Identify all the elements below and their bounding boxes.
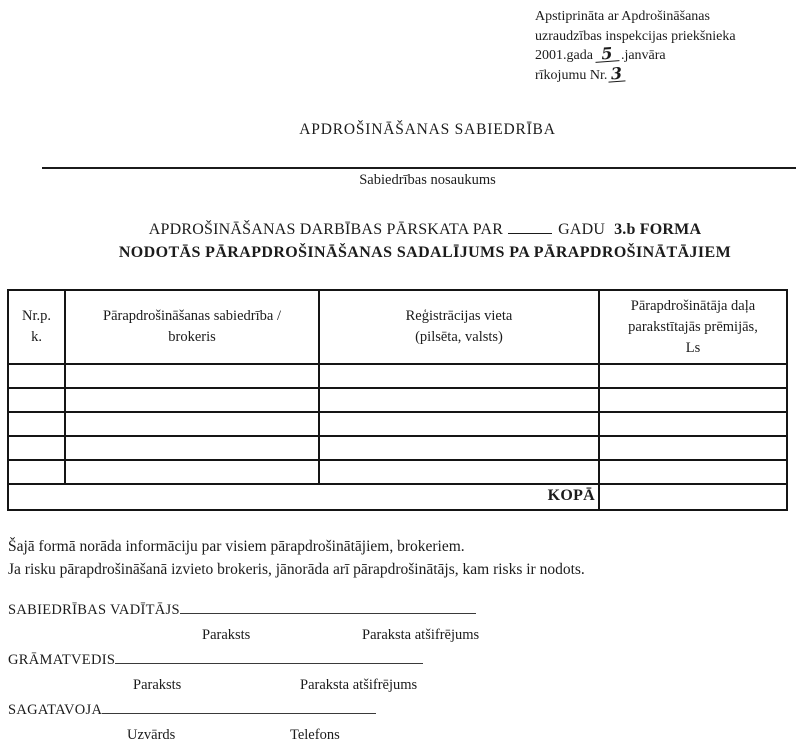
form-number-label: 3.b FORMA	[614, 221, 702, 238]
table-cell	[319, 460, 599, 484]
table-row	[8, 412, 787, 436]
form-heading-line2: NODOTĀS PĀRAPDROŠINĀŠANAS SADALĪJUMS PA PĀRAPDROŠINĀTĀJIEM	[118, 244, 732, 261]
col-header-number-line: Nr.p.	[22, 308, 51, 324]
table-cell	[319, 364, 599, 388]
signature-role-preparer: SAGATAVOJA	[8, 702, 103, 718]
table-row	[8, 436, 787, 460]
signature-role-accountant: GRĀMATVEDIS	[8, 652, 116, 668]
col-header-premium-line: Pārapdrošinātāja daļa	[630, 297, 756, 314]
note-line-2: Ja risku pārapdrošināšanā izvieto brokeris, jānorāda arī pārapdrošinātājs, kam risks ir nodots.	[8, 561, 585, 578]
table-cell	[599, 388, 787, 412]
heading-report-text: APDROŠINĀŠANAS DARBĪBAS PĀRSKATA PAR	[148, 221, 504, 238]
table-cell	[65, 460, 319, 484]
table-cell	[319, 412, 599, 436]
approval-date-suffix: .janvāra	[620, 48, 666, 63]
table-cell	[8, 436, 65, 460]
table-cell	[599, 412, 787, 436]
note-line-1: Šajā formā norāda informāciju par visiem pārapdrošinātājiem, brokeriem.	[8, 538, 465, 555]
table-header-row	[8, 290, 787, 364]
form-heading-line1	[25, 218, 800, 241]
col-header-registration-line: (pilsēta, valsts)	[415, 329, 503, 345]
col-header-premium-line: parakstītajās prēmijās,	[628, 318, 758, 335]
table-cell	[8, 412, 65, 436]
table-cell	[319, 436, 599, 460]
signature-label-uzvards: Uzvārds	[127, 727, 176, 743]
col-header-number	[8, 290, 65, 364]
table-cell	[65, 412, 319, 436]
company-name-blank-line	[42, 167, 796, 169]
signature-label-atsifrejums: Paraksta atšifrējums	[300, 677, 418, 693]
table-cell	[65, 364, 319, 388]
table-cell	[65, 388, 319, 412]
table-row	[8, 364, 787, 388]
handwritten-order-number: 3	[608, 66, 626, 82]
table-cell	[8, 364, 65, 388]
approval-line-2: uzraudzības inspekcijas priekšnieka	[535, 28, 736, 44]
table-cell	[599, 436, 787, 460]
signature-label-paraksts: Paraksts	[133, 677, 182, 693]
col-header-premium-share	[599, 290, 787, 364]
col-header-company-line: Pārapdrošināšanas sabiedrība /	[103, 308, 281, 324]
table-cell	[8, 388, 65, 412]
company-title: APDROŠINĀŠANAS SABIEDRĪBA	[299, 121, 556, 138]
signature-line-preparer	[102, 709, 376, 714]
signature-line-accountant	[115, 659, 423, 664]
col-header-company	[65, 290, 319, 364]
company-name-caption: Sabiedrības nosaukums	[359, 172, 496, 188]
table-row	[8, 388, 787, 412]
reinsurers-table	[7, 289, 788, 511]
handwritten-day: 5	[594, 46, 619, 63]
table-cell	[8, 460, 65, 484]
year-blank-line	[508, 221, 552, 234]
table-cell	[319, 388, 599, 412]
col-header-registration	[319, 290, 599, 364]
signature-line-director	[180, 609, 476, 614]
col-header-company-line: brokeris	[168, 329, 216, 345]
signature-block-preparer	[8, 701, 568, 747]
approval-date-prefix: 2001.gada	[535, 48, 593, 63]
heading-gadu-text: GADU	[558, 221, 606, 238]
signature-block-director	[8, 601, 568, 647]
signature-label-atsifrejums: Paraksta atšifrējums	[362, 627, 480, 643]
table-cell	[599, 460, 787, 484]
table-cell	[65, 436, 319, 460]
col-header-premium-line: Ls	[685, 339, 701, 356]
signature-role-director: SABIEDRĪBAS VADĪTĀJS	[8, 602, 180, 618]
total-label: KOPĀ	[8, 484, 599, 510]
approval-order-prefix: rīkojumu Nr.	[535, 67, 608, 83]
approval-line-1: Apstiprināta ar Apdrošināšanas	[535, 9, 710, 24]
signature-label-paraksts: Paraksts	[202, 627, 251, 643]
form-notes	[8, 535, 585, 581]
form-heading	[25, 218, 800, 264]
approval-line-4	[535, 63, 736, 86]
total-row	[8, 484, 787, 510]
approval-note	[535, 7, 736, 85]
table-body	[8, 364, 787, 484]
total-value-cell	[599, 484, 787, 510]
table-cell	[599, 364, 787, 388]
approval-line-3	[535, 43, 736, 66]
signature-label-telefons: Telefons	[290, 727, 340, 743]
signature-block-accountant	[8, 651, 568, 697]
col-header-number-line: k.	[31, 329, 42, 345]
col-header-registration-line: Reģistrācijas vieta	[405, 308, 513, 324]
table-row	[8, 460, 787, 484]
